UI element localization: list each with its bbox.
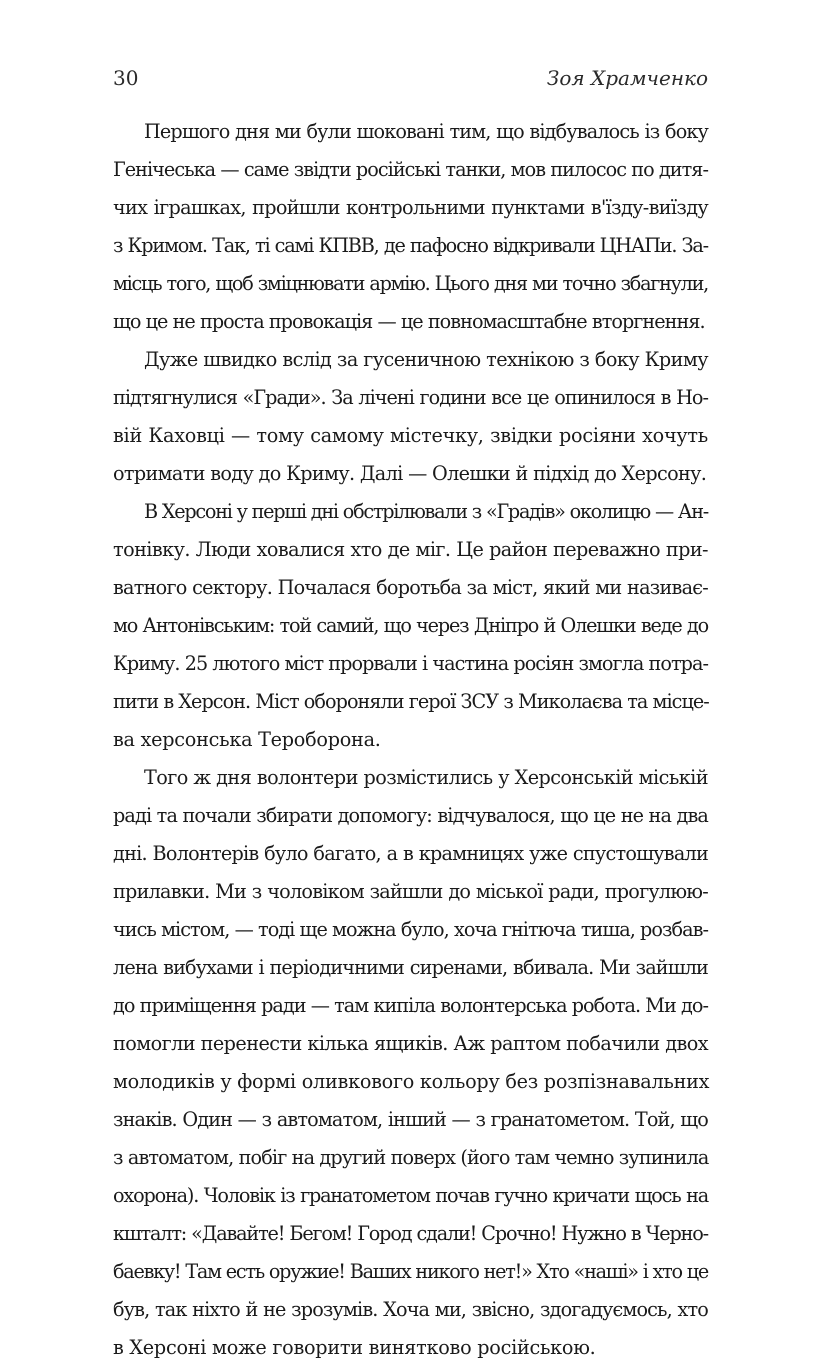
text-line: Першого дня ми були шоковані тим, що відбувалось із боку (144, 120, 708, 143)
text-line: з автоматом, побіг на другий поверх (його там чемно зупинила (113, 1146, 709, 1169)
text-line: помогли перенести кілька ящиків. Аж раптом побачили двох (113, 1032, 708, 1055)
text-line: баевку! Там есть оружие! Ваших никого нет!» Хто «наші» і хто це (113, 1260, 708, 1283)
text-line: вій Каховці — тому самому містечку, звідки росіяни хочуть (113, 424, 708, 447)
text-line: лена вибухами і періодичними сиренами, вбивала. Ми зайшли (113, 956, 708, 979)
text-line: отримати воду до Криму. Далі — Олешки й підхід до Херсону. (113, 462, 707, 485)
text-line: чих іграшках, пройшли контрольними пунктами в'їзду-виїзду (113, 196, 708, 219)
body-text (113, 113, 708, 1367)
text-line: кшталт: «Давайте! Бегом! Город сдали! Срочно! Нужно в Черно- (113, 1222, 708, 1245)
text-line: пити в Херсон. Міст обороняли герої ЗСУ з Миколаєва та місце- (113, 690, 709, 713)
page-header (113, 66, 708, 92)
text-line: ва херсонська Тероборона. (113, 728, 381, 751)
text-line: був, так ніхто й не зрозумів. Хоча ми, звісно, здогадуємось, хто (113, 1298, 708, 1321)
text-line: з Кримом. Так, ті самі КПВВ, де пафосно відкривали ЦНАПи. За- (113, 234, 708, 257)
text-line: В Херсоні у перші дні обстрілювали з «Градів» околицю — Ан- (144, 500, 708, 523)
text-line: мо Антонівським: той самий, що через Дніпро й Олешки веде до (113, 614, 708, 637)
running-title: Зоя Храмченко (546, 66, 708, 90)
page-number: 30 (113, 66, 139, 90)
text-line: знаків. Один — з автоматом, інший — з гранатометом. Той, що (113, 1108, 708, 1131)
text-line: ватного сектору. Почалася боротьба за міст, який ми називає- (113, 576, 708, 599)
text-line: до приміщення ради — там кипіла волонтерська робота. Ми до- (113, 994, 708, 1017)
text-line: що це не проста провокація — це повномасштабне вторгнення. (113, 310, 705, 333)
text-line: Дуже швидко вслід за гусеничною технікою з боку Криму (144, 348, 708, 371)
text-line: в Херсоні може говорити винятково російською. (113, 1336, 596, 1359)
text-line: охорона). Чоловік із гранатометом почав гучно кричати щось на (113, 1184, 708, 1207)
text-line: Криму. 25 лютого міст прорвали і частина росіян змогла потра- (113, 652, 708, 675)
text-line: тонівку. Люди ховалися хто де міг. Це район переважно при- (113, 538, 708, 561)
text-line: Генічеська — саме звідти російські танки, мов пилосос по дитя- (113, 158, 708, 181)
text-line: раді та почали збирати допомогу: відчувалося, що це не на два (113, 804, 708, 827)
text-line: Того ж дня волонтери розмістились у Херсонській міській (144, 766, 708, 789)
text-line: дні. Волонтерів було багато, а в крамницях уже спустошували (113, 842, 708, 865)
text-line: підтягнулися «Гради». За лічені години все це опинилося в Но- (113, 386, 708, 409)
text-line: місць того, щоб зміцнювати армію. Цього дня ми точно збагнули, (113, 272, 708, 295)
text-line: чись містом, — тоді ще можна було, хоча гнітюча тиша, розбав- (113, 918, 708, 941)
text-line: прилавки. Ми з чоловіком зайшли до міської ради, прогулюю- (113, 880, 708, 903)
text-line: молодиків у формі оливкового кольору без розпізнавальних (113, 1070, 710, 1093)
